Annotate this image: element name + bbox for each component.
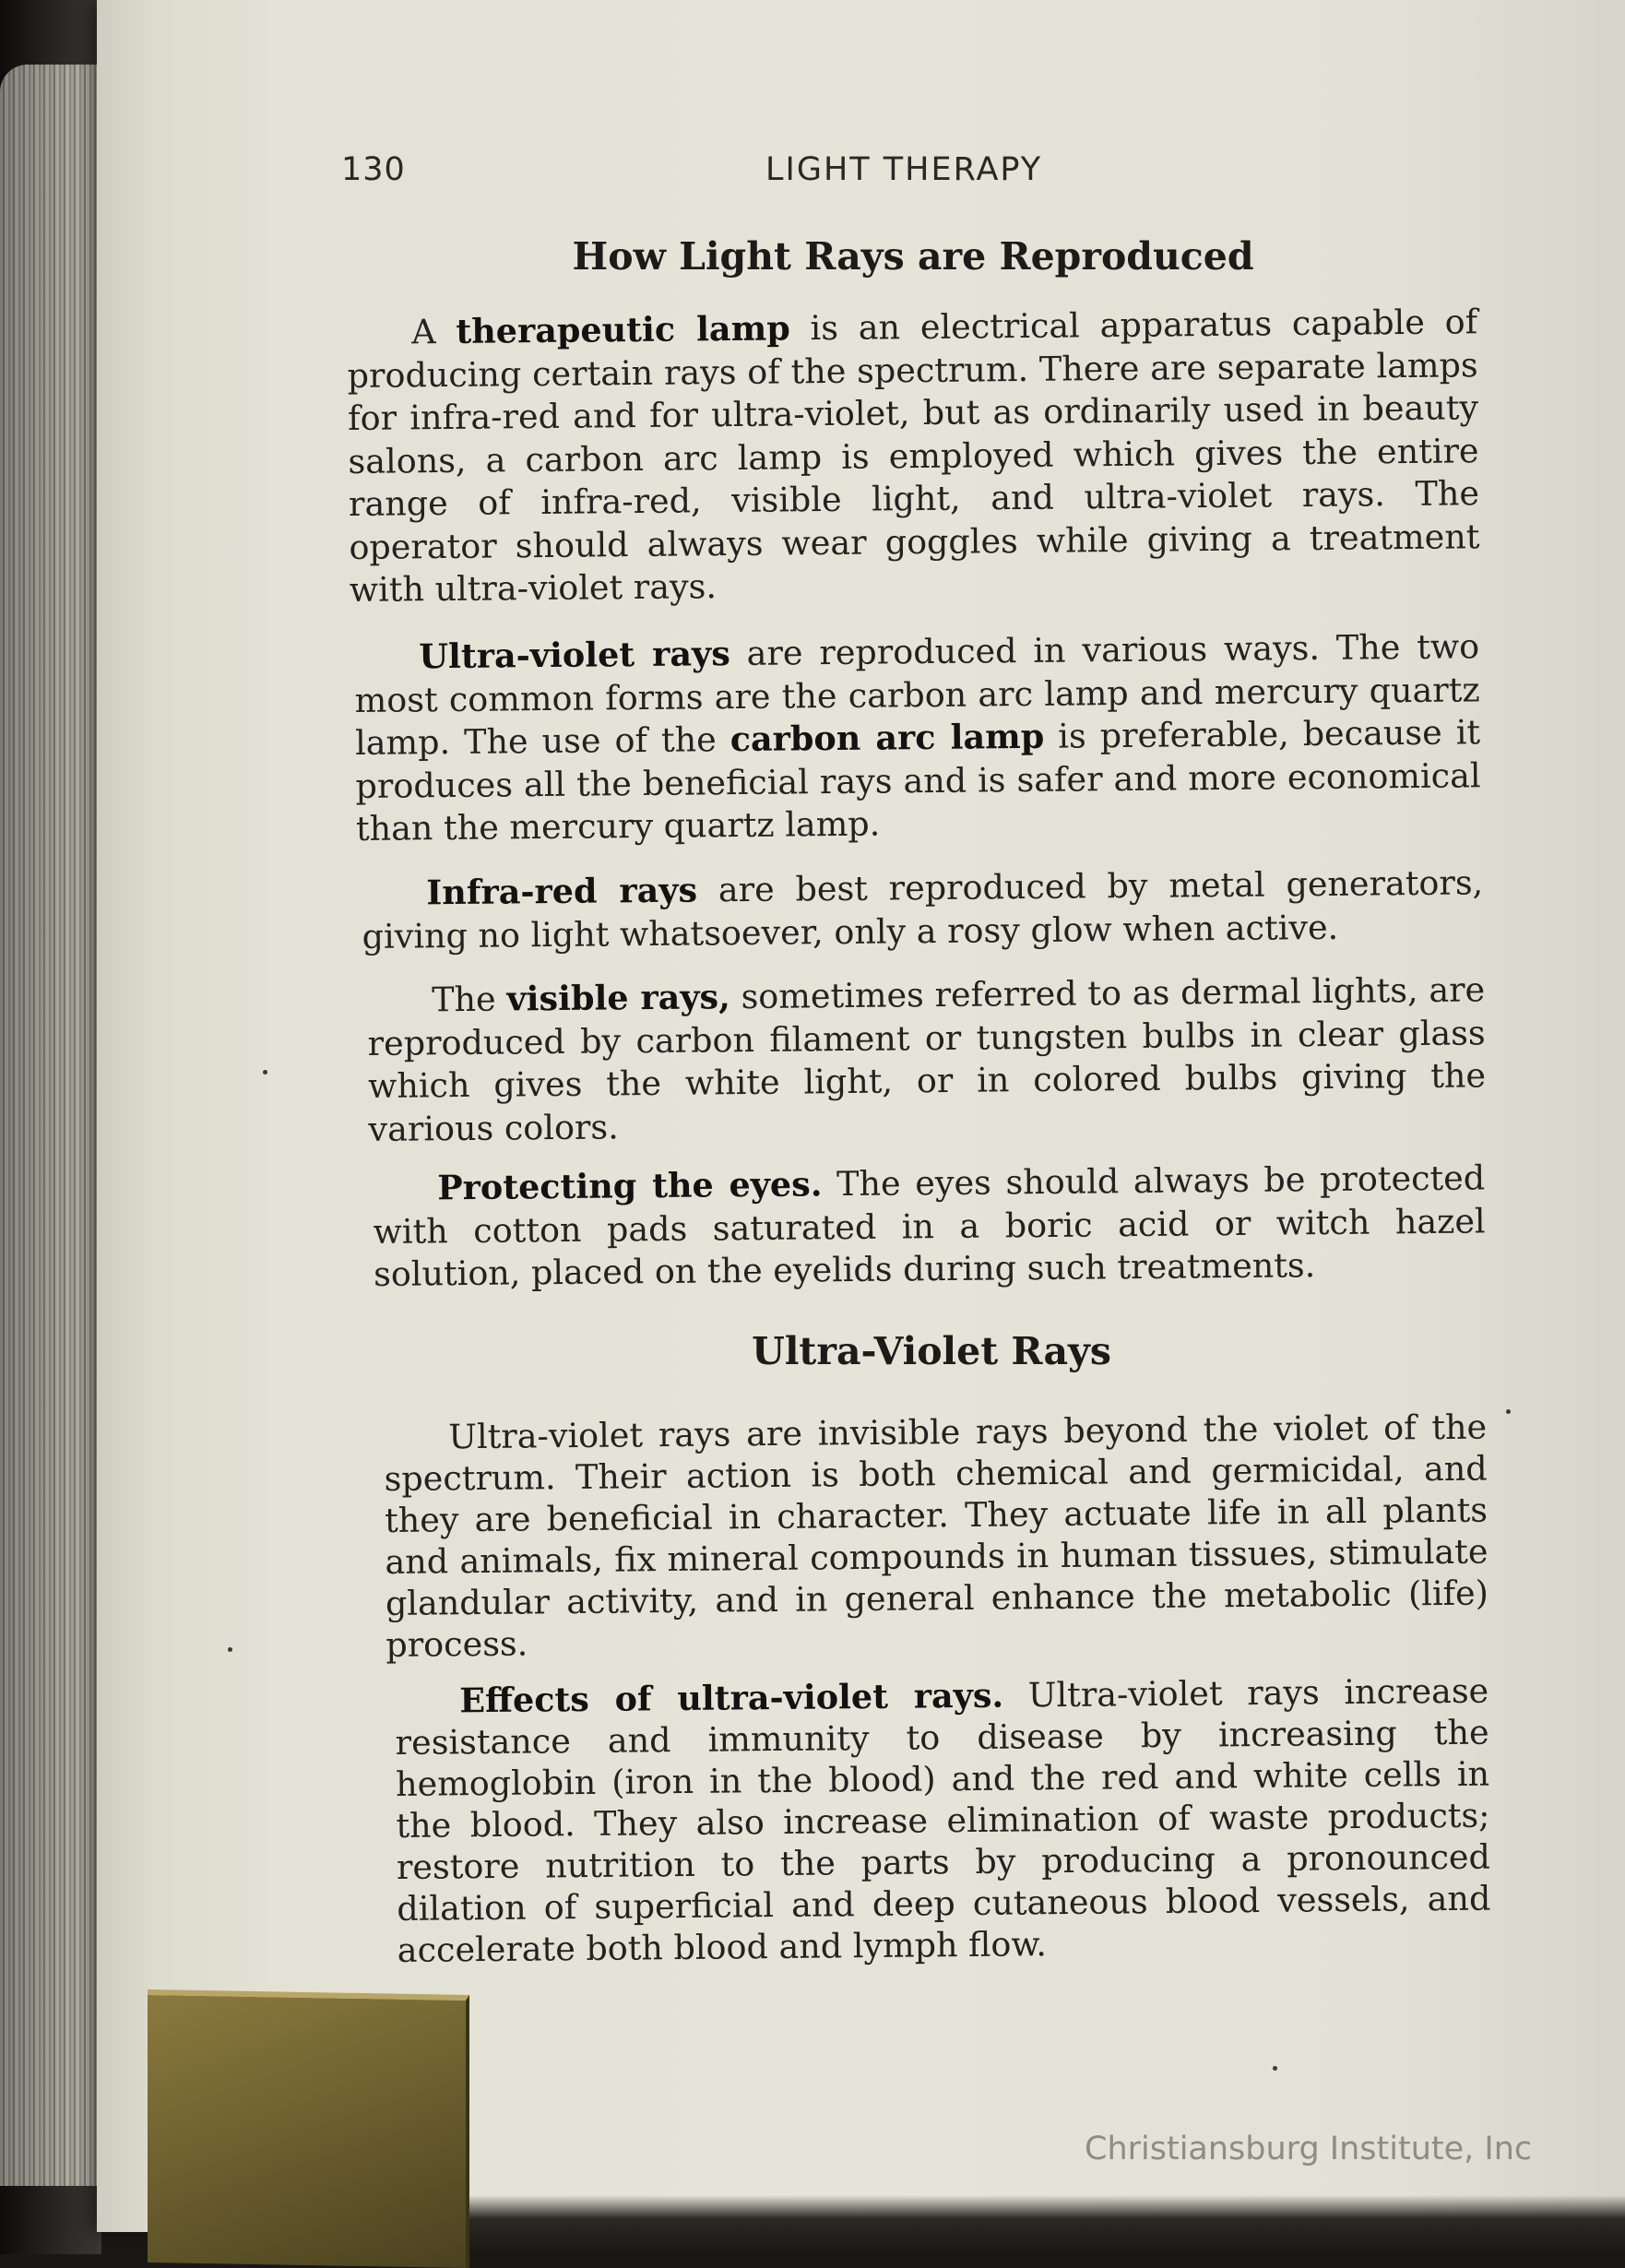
running-head [341, 151, 1503, 192]
page-speck [263, 1070, 267, 1075]
paragraph-therapeutic-lamp: A therapeutic lamp is an electrical apparatus capable of producing certain rays of the spectrum. There are separate lamps for infra-red and for ultra-violet, but as ordinarily used in beauty salons, a carbon arc lamp is employed which gives the entire range of infra-red, visible light, and ultra-violet rays. The operator should always wear goggles while giving a treatment with ultra-violet rays. [347, 302, 1480, 610]
paragraph-protecting-eyes: Protecting the eyes. The eyes should always be protected with cotton pads saturated in a boric acid or witch hazel solution, placed on the eyelids during such treatments. [373, 1158, 1486, 1294]
paragraph-visible-rays: The visible rays, sometimes referred to as dermal lights, are reproduced by carbon filament or tungsten bulbs in clear glass which gives the white light, or in colored bulbs giving the various colors. [367, 969, 1487, 1149]
page-number: 130 [341, 151, 406, 188]
paragraph-infra-red-rays: Infra-red rays are best reproduced by metal generators, giving no light whatsoever, only a rosy glow when active. [362, 862, 1484, 956]
page-speck [228, 1647, 232, 1652]
running-title: LIGHT THERAPY [765, 151, 1043, 188]
paragraph-effects-ultra-violet: Effects of ultra-violet rays. Ultra-violet rays increase resistance and immunity to disease by increasing the hemoglobin (iron in the blood) and the red and white cells in the blood. They also increase elimination of waste products; restore nutrition to the parts by producing a pronounced dilation of superficial and deep cutaneous blood vessels, and accelerate both blood and lymph flow. [395, 1670, 1491, 1970]
section-heading-ultra-violet: Ultra-Violet Rays [752, 1329, 1111, 1373]
section-heading-light-rays: How Light Rays are Reproduced [572, 234, 1254, 279]
watermark: Christiansburg Institute, Inc [1085, 2131, 1533, 2167]
paragraph-ultra-violet-intro: Ultra-violet rays are invisible rays beyond the violet of the spectrum. Their action is both chemical and germicidal, and they are beneficial in character. They actuate life in all plants and animals, fix mineral compounds in human tissues, stimulate glandular activity, and in general enhance the metabolic (life) process. [384, 1407, 1489, 1665]
paragraph-ultra-violet-rays: Ultra-violet rays are reproduced in various ways. The two most common forms are the carbon arc lamp and mercury quartz lamp. The use of the carbon arc lamp is preferable, because it produces all the beneficial rays and is safer and more economical than the mercury quartz lamp. [354, 626, 1481, 849]
page-speck [1506, 1409, 1511, 1414]
page-speck [1273, 2066, 1277, 2071]
